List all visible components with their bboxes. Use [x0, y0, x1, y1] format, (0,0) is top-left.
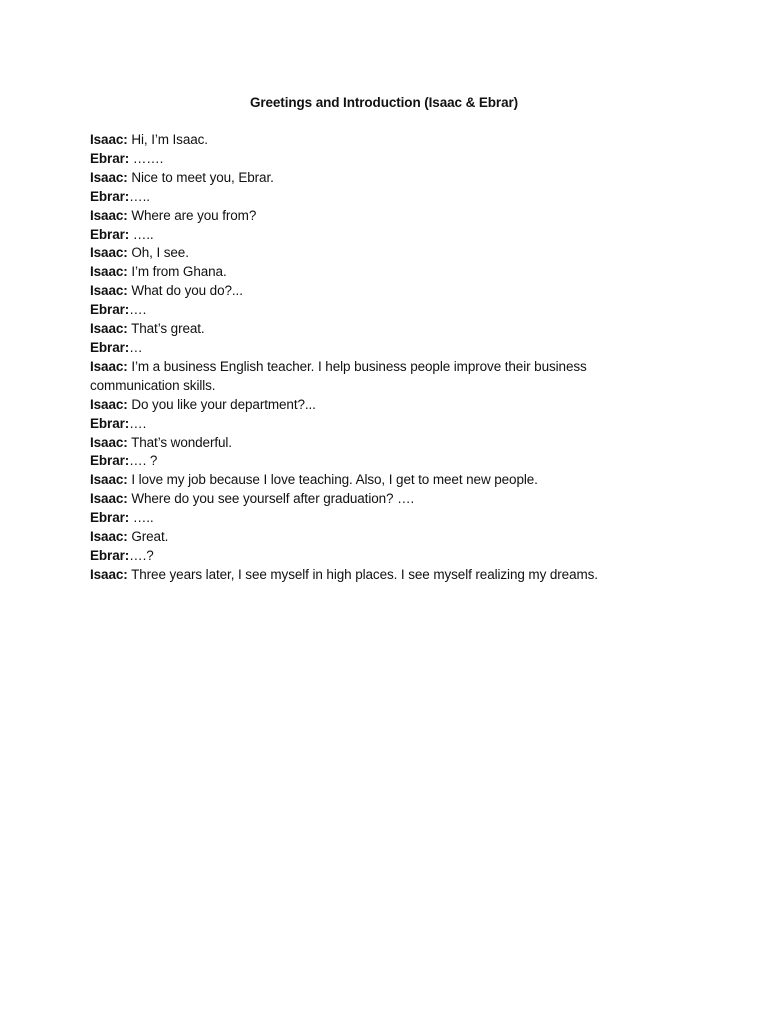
dialogue-line	[90, 282, 630, 301]
speaker-label: Isaac:	[90, 396, 128, 412]
dialogue-line	[90, 434, 630, 453]
speaker-label: Isaac:	[90, 472, 128, 488]
utterance-text: Three years later, I see myself in high places. I see myself realizing my dreams.	[127, 566, 598, 582]
utterance-text: ….	[129, 302, 147, 318]
dialogue-line	[90, 490, 630, 509]
speaker-label: Ebrar:	[90, 453, 130, 469]
speaker-label: Ebrar:	[90, 226, 130, 242]
utterance-text: …….	[129, 150, 164, 166]
utterance-text: I’m a business English teacher. I help business people improve their business communication skills.	[90, 358, 587, 393]
speaker-label: Ebrar:	[90, 510, 130, 526]
utterance-text: I love my job because I love teaching. Also, I get to meet new people.	[127, 472, 538, 488]
speaker-label: Isaac:	[90, 264, 128, 280]
dialogue-line	[90, 131, 630, 150]
utterance-text: That’s wonderful.	[127, 434, 232, 450]
speaker-label: Isaac:	[90, 434, 128, 450]
utterance-text: Nice to meet you, Ebrar.	[127, 169, 274, 185]
utterance-text: …. ?	[129, 453, 158, 469]
dialogue-line	[90, 396, 630, 415]
utterance-text: Where do you see yourself after graduation? ….	[127, 491, 415, 507]
speaker-label: Isaac:	[90, 169, 128, 185]
utterance-text: Do you like your department?...	[127, 396, 316, 412]
utterance-text: …	[129, 339, 143, 355]
utterance-text: I’m from Ghana.	[127, 264, 227, 280]
dialogue-line	[90, 226, 630, 245]
dialogue-line	[90, 207, 630, 226]
utterance-text: …..	[129, 188, 150, 204]
dialogue-line	[90, 150, 630, 169]
dialogue-line	[90, 452, 630, 471]
dialogue-line	[90, 358, 630, 396]
utterance-text: ….?	[129, 547, 154, 563]
dialogue-line	[90, 566, 630, 585]
utterance-text: Oh, I see.	[127, 245, 189, 261]
dialogue-line	[90, 320, 630, 339]
dialogue-line	[90, 301, 630, 320]
speaker-label: Ebrar:	[90, 339, 130, 355]
utterance-text: Great.	[127, 529, 169, 545]
dialogue-line	[90, 415, 630, 434]
speaker-label: Isaac:	[90, 358, 128, 374]
utterance-text: …..	[129, 226, 154, 242]
utterance-text: Where are you from?	[127, 207, 257, 223]
dialogue-line	[90, 528, 630, 547]
utterance-text: That’s great.	[127, 321, 205, 337]
utterance-text: What do you do?...	[127, 283, 243, 299]
speaker-label: Ebrar:	[90, 150, 130, 166]
dialogue-transcript	[90, 131, 630, 585]
speaker-label: Isaac:	[90, 207, 128, 223]
speaker-label: Ebrar:	[90, 302, 130, 318]
utterance-text: …..	[129, 510, 154, 526]
dialogue-line	[90, 169, 630, 188]
utterance-text: Hi, I’m Isaac.	[127, 132, 208, 147]
dialogue-line	[90, 244, 630, 263]
dialogue-line	[90, 547, 630, 566]
speaker-label: Ebrar:	[90, 415, 130, 431]
speaker-label: Ebrar:	[90, 547, 130, 563]
utterance-text: ….	[129, 415, 147, 431]
speaker-label: Isaac:	[90, 283, 128, 299]
dialogue-line	[90, 188, 630, 207]
speaker-label: Isaac:	[90, 321, 128, 337]
speaker-label: Isaac:	[90, 491, 128, 507]
dialogue-line	[90, 263, 630, 282]
dialogue-line	[90, 339, 630, 358]
speaker-label: Ebrar:	[90, 188, 130, 204]
speaker-label: Isaac:	[90, 245, 128, 261]
dialogue-line	[90, 471, 630, 490]
speaker-label: Isaac:	[90, 529, 128, 545]
document-title: Greetings and Introduction (Isaac & Ebrar)	[249, 95, 519, 110]
dialogue-line	[90, 509, 630, 528]
speaker-label: Isaac:	[90, 566, 128, 582]
speaker-label: Isaac:	[90, 132, 128, 147]
